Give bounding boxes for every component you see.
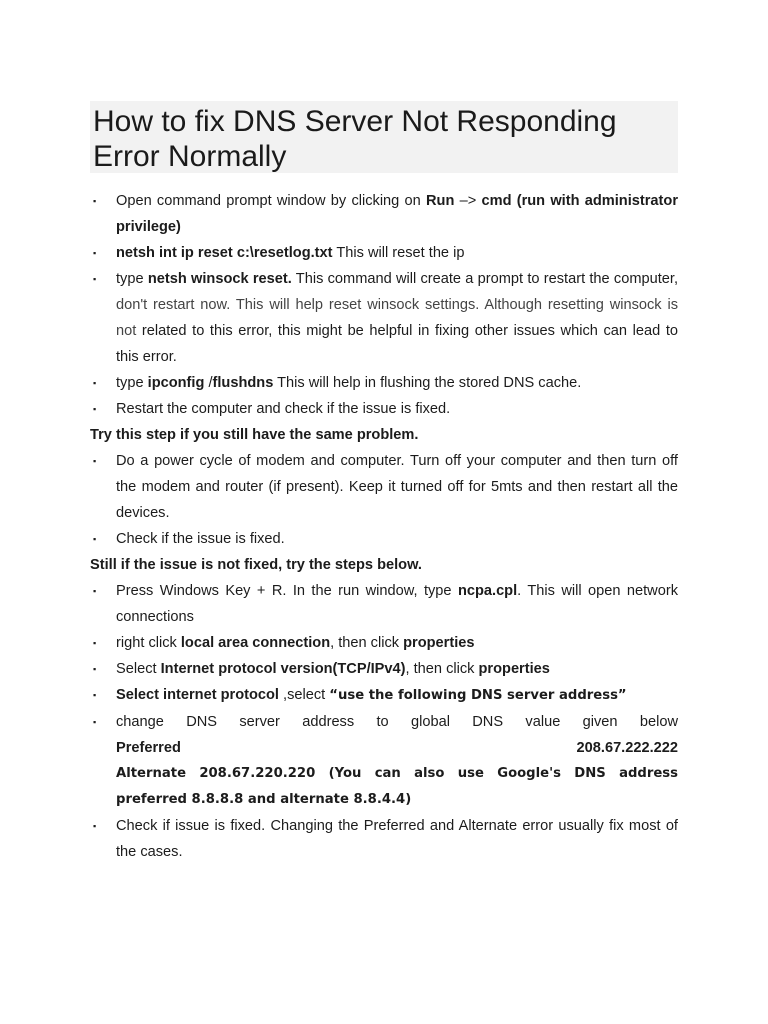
use-dns-text: “use the following DNS server address”: [329, 688, 627, 703]
item-text: right click: [116, 635, 181, 651]
arrow-text: –>: [454, 193, 482, 209]
item-text: Check if the issue is fixed.: [116, 531, 285, 547]
item-text: related to this error, this might be helpful in fixing other issues which can lead to this error.: [116, 323, 678, 365]
properties-text: properties: [478, 661, 550, 677]
ipconfig-command: ipconfig: [147, 375, 205, 391]
cmd-command: cmd (run with administrator privilege): [116, 193, 678, 235]
alternate-dns-text: Alternate 208.67.220.220 (You can also use Google's DNS address preferred 8.8.8.8 and alternate 8.8.4.4): [116, 766, 678, 807]
run-command: Run: [426, 193, 455, 209]
item-text: Do a power cycle of modem and computer. Turn off your computer and then turn off the modem and router (if present). Keep it turned off for 5mts and then restart all the devices.: [116, 453, 678, 521]
list-item: [90, 526, 678, 552]
item-text: , then click: [405, 661, 479, 677]
item-text: Check if issue is fixed. Changing the Preferred and Alternate error usually fix most of the cases.: [116, 818, 678, 860]
bullet-icon: ▪: [93, 274, 97, 284]
item-text: type: [116, 375, 148, 391]
list-item: [90, 396, 678, 422]
article-body: [90, 188, 678, 865]
preferred-value: 208.67.222.222: [576, 740, 678, 756]
flushdns-command: flushdns: [212, 375, 274, 391]
list-item: [90, 813, 678, 865]
list-item: [90, 370, 678, 396]
item-text: /: [204, 375, 213, 391]
list-item: [90, 709, 678, 813]
list-item: [90, 630, 678, 656]
preferred-label: Preferred: [116, 740, 181, 756]
netsh-ip-command: netsh int ip reset c:\resetlog.txt: [116, 245, 333, 261]
tcp-ipv4-text: Internet protocol version(TCP/IPv4): [160, 661, 406, 677]
item-text: This command will create a prompt to restart the computer,: [291, 271, 678, 287]
bullet-icon: ▪: [93, 664, 97, 674]
item-text: Open command prompt window by clicking on: [116, 193, 426, 209]
list-item: [90, 240, 678, 266]
item-text: Press Windows Key + R. In the run window, type: [116, 583, 458, 599]
page-title: How to fix DNS Server Not Responding Error Normally: [90, 101, 678, 173]
bullet-icon: ▪: [93, 821, 97, 831]
netsh-winsock-command: netsh winsock reset.: [147, 271, 292, 287]
bullet-icon: ▪: [93, 456, 97, 466]
item-text: Select: [116, 661, 161, 677]
list-item: [90, 188, 678, 240]
bullet-icon: ▪: [93, 378, 97, 388]
list-item: [90, 448, 678, 526]
ncpa-command: ncpa.cpl: [457, 583, 518, 599]
bullet-icon: ▪: [93, 690, 97, 700]
list-item: [90, 266, 678, 370]
bullet-icon: ▪: [93, 534, 97, 544]
item-text: Restart the computer and check if the issue is fixed.: [116, 401, 451, 417]
item-text: . This will open network connections: [116, 583, 678, 625]
section-heading: Try this step if you still have the same problem.: [90, 427, 419, 443]
section-heading: Still if the issue is not fixed, try the steps below.: [90, 557, 422, 573]
dns-instruction: change DNS server address to global DNS value given below: [116, 714, 678, 730]
list-item: [90, 578, 678, 630]
list-item: [90, 682, 678, 709]
item-text: type: [116, 271, 148, 287]
item-text: don't restart now. This will help reset winsock settings. Although resetting winsock is not: [116, 297, 678, 339]
select-protocol-text: Select internet protocol: [116, 687, 279, 703]
item-text: , then click: [330, 635, 404, 651]
bullet-icon: ▪: [93, 638, 97, 648]
item-text: This will reset the ip: [332, 245, 465, 261]
preferred-dns-row: [116, 735, 678, 761]
bullet-icon: ▪: [93, 196, 97, 206]
bullet-icon: ▪: [93, 717, 97, 727]
bullet-icon: ▪: [93, 404, 97, 414]
list-item: [90, 656, 678, 682]
local-area-connection-text: local area connection: [180, 635, 331, 651]
bullet-icon: ▪: [93, 586, 97, 596]
bullet-icon: ▪: [93, 248, 97, 258]
properties-text: properties: [403, 635, 475, 651]
item-text: ,select: [279, 687, 330, 703]
item-text: This will help in flushing the stored DNS cache.: [273, 375, 582, 391]
